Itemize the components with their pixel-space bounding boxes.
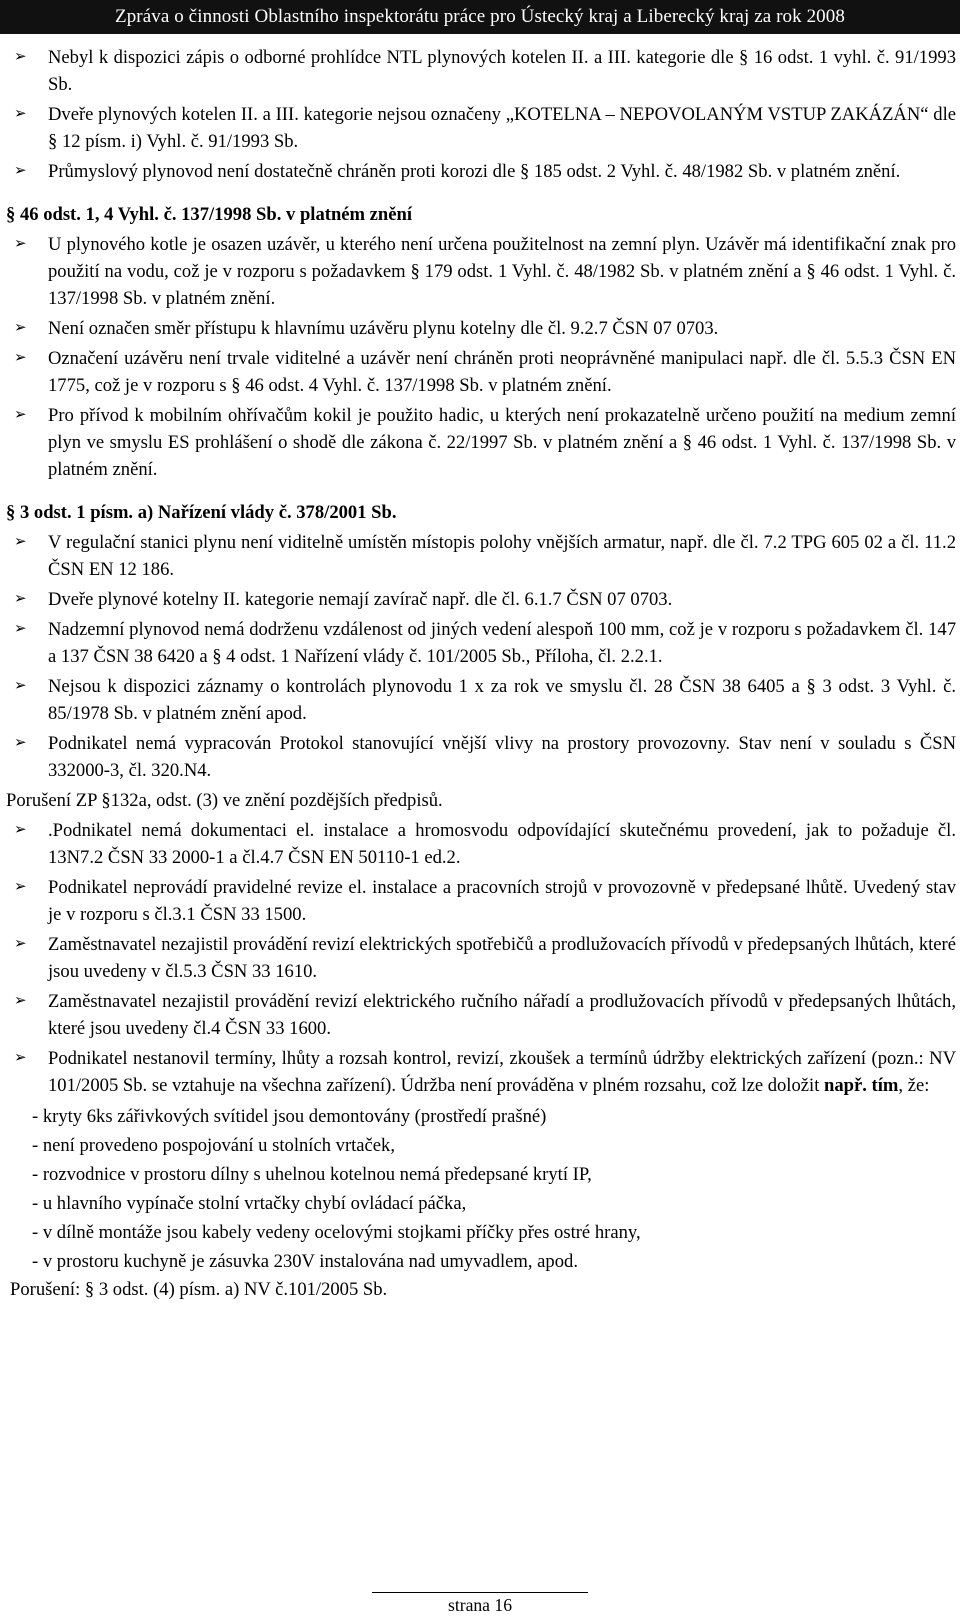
dash-item: - u hlavního vypínače stolní vrtačky chybí ovládací páčka, — [32, 1193, 467, 1214]
list-item: ➢ Dveře plynové kotelny II. kategorie nemají zavírač např. dle čl. 6.1.7 ČSN 07 0703. — [6, 586, 956, 613]
arrow-bullet-icon: ➢ — [14, 320, 27, 336]
dash-item: - v prostoru kuchyně je zásuvka 230V instalována nad umyvadlem, apod. — [32, 1251, 578, 1272]
list-item: ➢ Nadzemní plynovod nemá dodrženu vzdálenost od jiných vedení alespoň 100 mm, což je v rozporu s požadavkem čl. 147 a 137 ČSN 38 6420 a § 4 odst. 1 Nařízení vlády č. 101/2005 Sb., Příloha, čl. 2.2.1. — [6, 616, 956, 670]
arrow-bullet-icon: ➢ — [14, 678, 27, 694]
document-body — [6, 44, 956, 1306]
list-item: ➢ Dveře plynových kotelen II. a III. kategorie nejsou označeny „KOTELNA – NEPOVOLANÝM VSTUP ZAKÁZÁN“ dle § 12 písm. i) Vyhl. č. 91/1993 Sb. — [6, 101, 956, 155]
arrow-bullet-icon: ➢ — [14, 993, 27, 1009]
list-item: ➢ Není označen směr přístupu k hlavnímu uzávěru plynu kotelny dle čl. 9.2.7 ČSN 07 0703. — [6, 315, 956, 342]
bullet-list-a — [6, 44, 956, 185]
list-item: ➢ V regulační stanici plynu není viditelně umístěn místopis polohy vnějších armatur, např. dle čl. 7.2 TPG 605 02 a čl. 11.2 ČSN EN 12 186. — [6, 529, 956, 583]
dash-item: - rozvodnice v prostoru dílny s uhelnou kotelnou nemá předepsané krytí IP, — [32, 1164, 592, 1185]
list-item: ➢ Zaměstnavatel nezajistil provádění revizí elektrických spotřebičů a prodlužovacích přívodů v předepsaných lhůtách, které jsou uvedeny v čl.5.3 ČSN 33 1610. — [6, 931, 956, 985]
footer-divider — [372, 1592, 588, 1593]
bullet-list-b — [6, 231, 956, 483]
list-item: ➢ Pro přívod k mobilním ohřívačům kokil je použito hadic, u kterých není prokazatelně určeno použití na medium zemní plyn ve smyslu ES prohlášení o shodě dle zákona č. 22/1997 Sb. v platném znění a § 46 odst. 1 Vyhl. č. 137/1998 Sb. v platném znění. — [6, 402, 956, 483]
arrow-bullet-icon: ➢ — [14, 163, 27, 179]
arrow-bullet-icon: ➢ — [14, 735, 27, 751]
list-item: ➢ U plynového kotle je osazen uzávěr, u kterého není určena použitelnost na zemní plyn. Uzávěr má identifikační znak pro použití na vodu, což je v rozporu s požadavkem § 179 odst. 1 Vyhl. č. 48/1982 Sb. v platném znění a § 46 odst. 1 Vyhl. č. 137/1998 Sb. v platném znění. — [6, 231, 956, 312]
arrow-bullet-icon: ➢ — [14, 822, 27, 838]
violation-note: Porušení ZP §132a, odst. (3) ve znění pozdějších předpisů. — [6, 790, 443, 811]
arrow-bullet-icon: ➢ — [14, 236, 27, 252]
arrow-bullet-icon: ➢ — [14, 49, 27, 65]
violation-note-2: Porušení: § 3 odst. (4) písm. a) NV č.101/2005 Sb. — [10, 1279, 388, 1300]
dash-list — [6, 1102, 956, 1276]
page-number: strana 16 — [447, 1595, 512, 1615]
section-heading-46: § 46 odst. 1, 4 Vyhl. č. 137/1998 Sb. v platném znění — [6, 204, 413, 225]
list-item: ➢ Podnikatel neprovádí pravidelné revize el. instalace a pracovních strojů v provozovně v předepsané lhůtě. Uvedený stav je v rozporu s čl.3.1 ČSN 33 1500. — [6, 874, 956, 928]
list-item: ➢ Průmyslový plynovod není dostatečně chráněn proti korozi dle § 185 odst. 2 Vyhl. č. 48/1982 Sb. v platném znění. — [6, 158, 956, 185]
arrow-bullet-icon: ➢ — [14, 407, 27, 423]
arrow-bullet-icon: ➢ — [14, 534, 27, 550]
dash-item: - v dílně montáže jsou kabely vedeny ocelovými stojkami příčky přes ostré hrany, — [32, 1222, 641, 1243]
bullet-list-c — [6, 529, 956, 784]
arrow-bullet-icon: ➢ — [14, 106, 27, 122]
section-heading-378: § 3 odst. 1 písm. a) Nařízení vlády č. 378/2001 Sb. — [6, 502, 397, 523]
dash-item: - není provedeno pospojování u stolních vrtaček, — [32, 1135, 396, 1156]
arrow-bullet-icon: ➢ — [14, 879, 27, 895]
list-item: ➢ Nejsou k dispozici záznamy o kontrolách plynovodu 1 x za rok ve smyslu čl. 28 ČSN 38 6405 a § 3 odst. 3 Vyhl. č. 85/1978 Sb. v platném znění apod. — [6, 673, 956, 727]
arrow-bullet-icon: ➢ — [14, 621, 27, 637]
arrow-bullet-icon: ➢ — [14, 591, 27, 607]
list-item: ➢ .Podnikatel nemá dokumentaci el. instalace a hromosvodu odpovídající skutečnému provedení, jak to požaduje čl. 13N7.2 ČSN 33 2000-1 a čl.4.7 ČSN EN 50110-1 ed.2. — [6, 817, 956, 871]
arrow-bullet-icon: ➢ — [14, 350, 27, 366]
page-header: Zpráva o činnosti Oblastního inspektorátu práce pro Ústecký kraj a Liberecký kraj za rok 2008 — [0, 0, 960, 34]
list-item: ➢ Podnikatel nemá vypracován Protokol stanovující vnější vlivy na prostory provozovny. Stav není v souladu s ČSN 332000-3, čl. 320.N4. — [6, 730, 956, 784]
bullet-list-d — [6, 817, 956, 1099]
list-item: ➢ Zaměstnavatel nezajistil provádění revizí elektrického ručního nářadí a prodlužovacích přívodů v předepsaných lhůtách, které jsou uvedeny čl.4 ČSN 33 1600. — [6, 988, 956, 1042]
list-item: ➢ Podnikatel nestanovil termíny, lhůty a rozsah kontrol, revizí, zkoušek a termínů údržby elektrických zařízení (pozn.: NV 101/2005 Sb. se vztahuje na všechna zařízení). Údržba není prováděna v plném rozsahu, což lze doložit např. tím, že: — [6, 1045, 956, 1099]
dash-item: - kryty 6ks zářivkových svítidel jsou demontovány (prostředí prašné) — [32, 1106, 547, 1127]
arrow-bullet-icon: ➢ — [14, 936, 27, 952]
list-item: ➢ Nebyl k dispozici zápis o odborné prohlídce NTL plynových kotelen II. a III. kategorie dle § 16 odst. 1 vyhl. č. 91/1993 Sb. — [6, 44, 956, 98]
list-item: ➢ Označení uzávěru není trvale viditelné a uzávěr není chráněn proti neoprávněné manipulaci např. dle čl. 5.5.3 ČSN EN 1775, což je v rozporu s § 46 odst. 4 Vyhl. č. 137/1998 Sb. v platném znění. — [6, 345, 956, 399]
arrow-bullet-icon: ➢ — [14, 1050, 27, 1066]
